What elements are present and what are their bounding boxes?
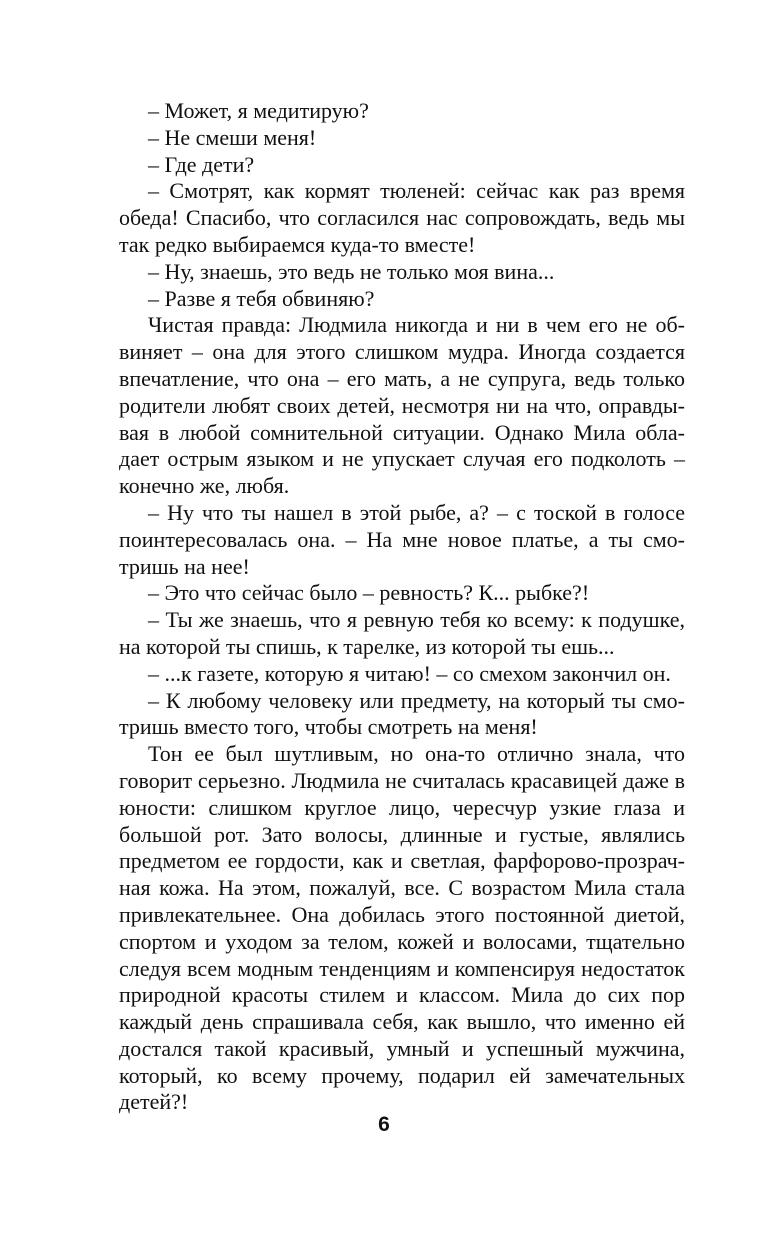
paragraph-1: – Может, я медитирую? (148, 98, 369, 123)
body-text (119, 98, 685, 1116)
paragraph-3: – Где дети? (148, 151, 255, 177)
paragraph-2: – Не смеши меня! (148, 124, 317, 150)
paragraph-6: – Разве я тебя обвиняю? (148, 285, 375, 311)
paragraph-5: – Ну, знаешь, это ведь не только моя вина... (148, 258, 555, 284)
paragraph-12: – К любому человеку или предмету, на который ты смотришь вместо того, чтобы смотреть на меня! (119, 687, 685, 740)
paragraph-13: Тон ее был шутливым, но она-то отлично знала, что говорит серьезно. Людмила не считалась красавицей даже в юности: слишком круглое лицо, чересчур узкие глаза и большой рот. Зато волосы, длинные и густые, являлись предметом ее гордости, как и светлая, фарфорово-прозрачная кожа. На этом, пожалуй, все. С возрастом Мила стала привлекательнее. Она добилась этого постоянной диетой, спортом и уходом за телом, кожей и волосами, тщательно следуя всем модным тенденциям и компенсируя недостаток природной красоты стилем и классом. Мила до сих пор каждый день спрашивала себя, как вышло, что именно ей достался такой красивый, умный и успешный мужчина, который, ко всему прочему, подарил ей замечательных детей?! (119, 741, 685, 1115)
paragraph-8: – Ну что ты нашел в этой рыбе, а? – с тоской в голосе поинтересовалась она. – На мне новое платье, а ты смотришь на нее! (119, 499, 685, 579)
paragraph-9: – Это что сейчас было – ревность? К... рыбке?! (148, 580, 590, 606)
paragraph-10: – Ты же знаешь, что я ревную тебя ко всему: к подушке, на которой ты спишь, к тарелке, из которой ты ешь... (119, 607, 685, 659)
page-number: 6 (378, 1113, 390, 1136)
paragraph-7: Чистая правда: Людмила никогда и ни в чем его не обвиняет – она для этого слишком мудра. Иногда создается впечатление, что она – его мать, а не супруга, ведь только родители любят своих детей, несмотря ни на что, оправдывая в любой сомнительной ситуации. Однако Мила обладает острым языком и не упускает случая его подколоть – конечно же, любя. (119, 312, 685, 499)
paragraph-11: – ...к газете, которую я читаю! – со смехом закончил он. (148, 660, 671, 686)
paragraph-4: – Смотрят, как кормят тюленей: сейчас как раз время обеда! Спасибо, что согласился нас сопровождать, ведь мы так редко выбираемся куда-то вместе! (119, 178, 685, 257)
